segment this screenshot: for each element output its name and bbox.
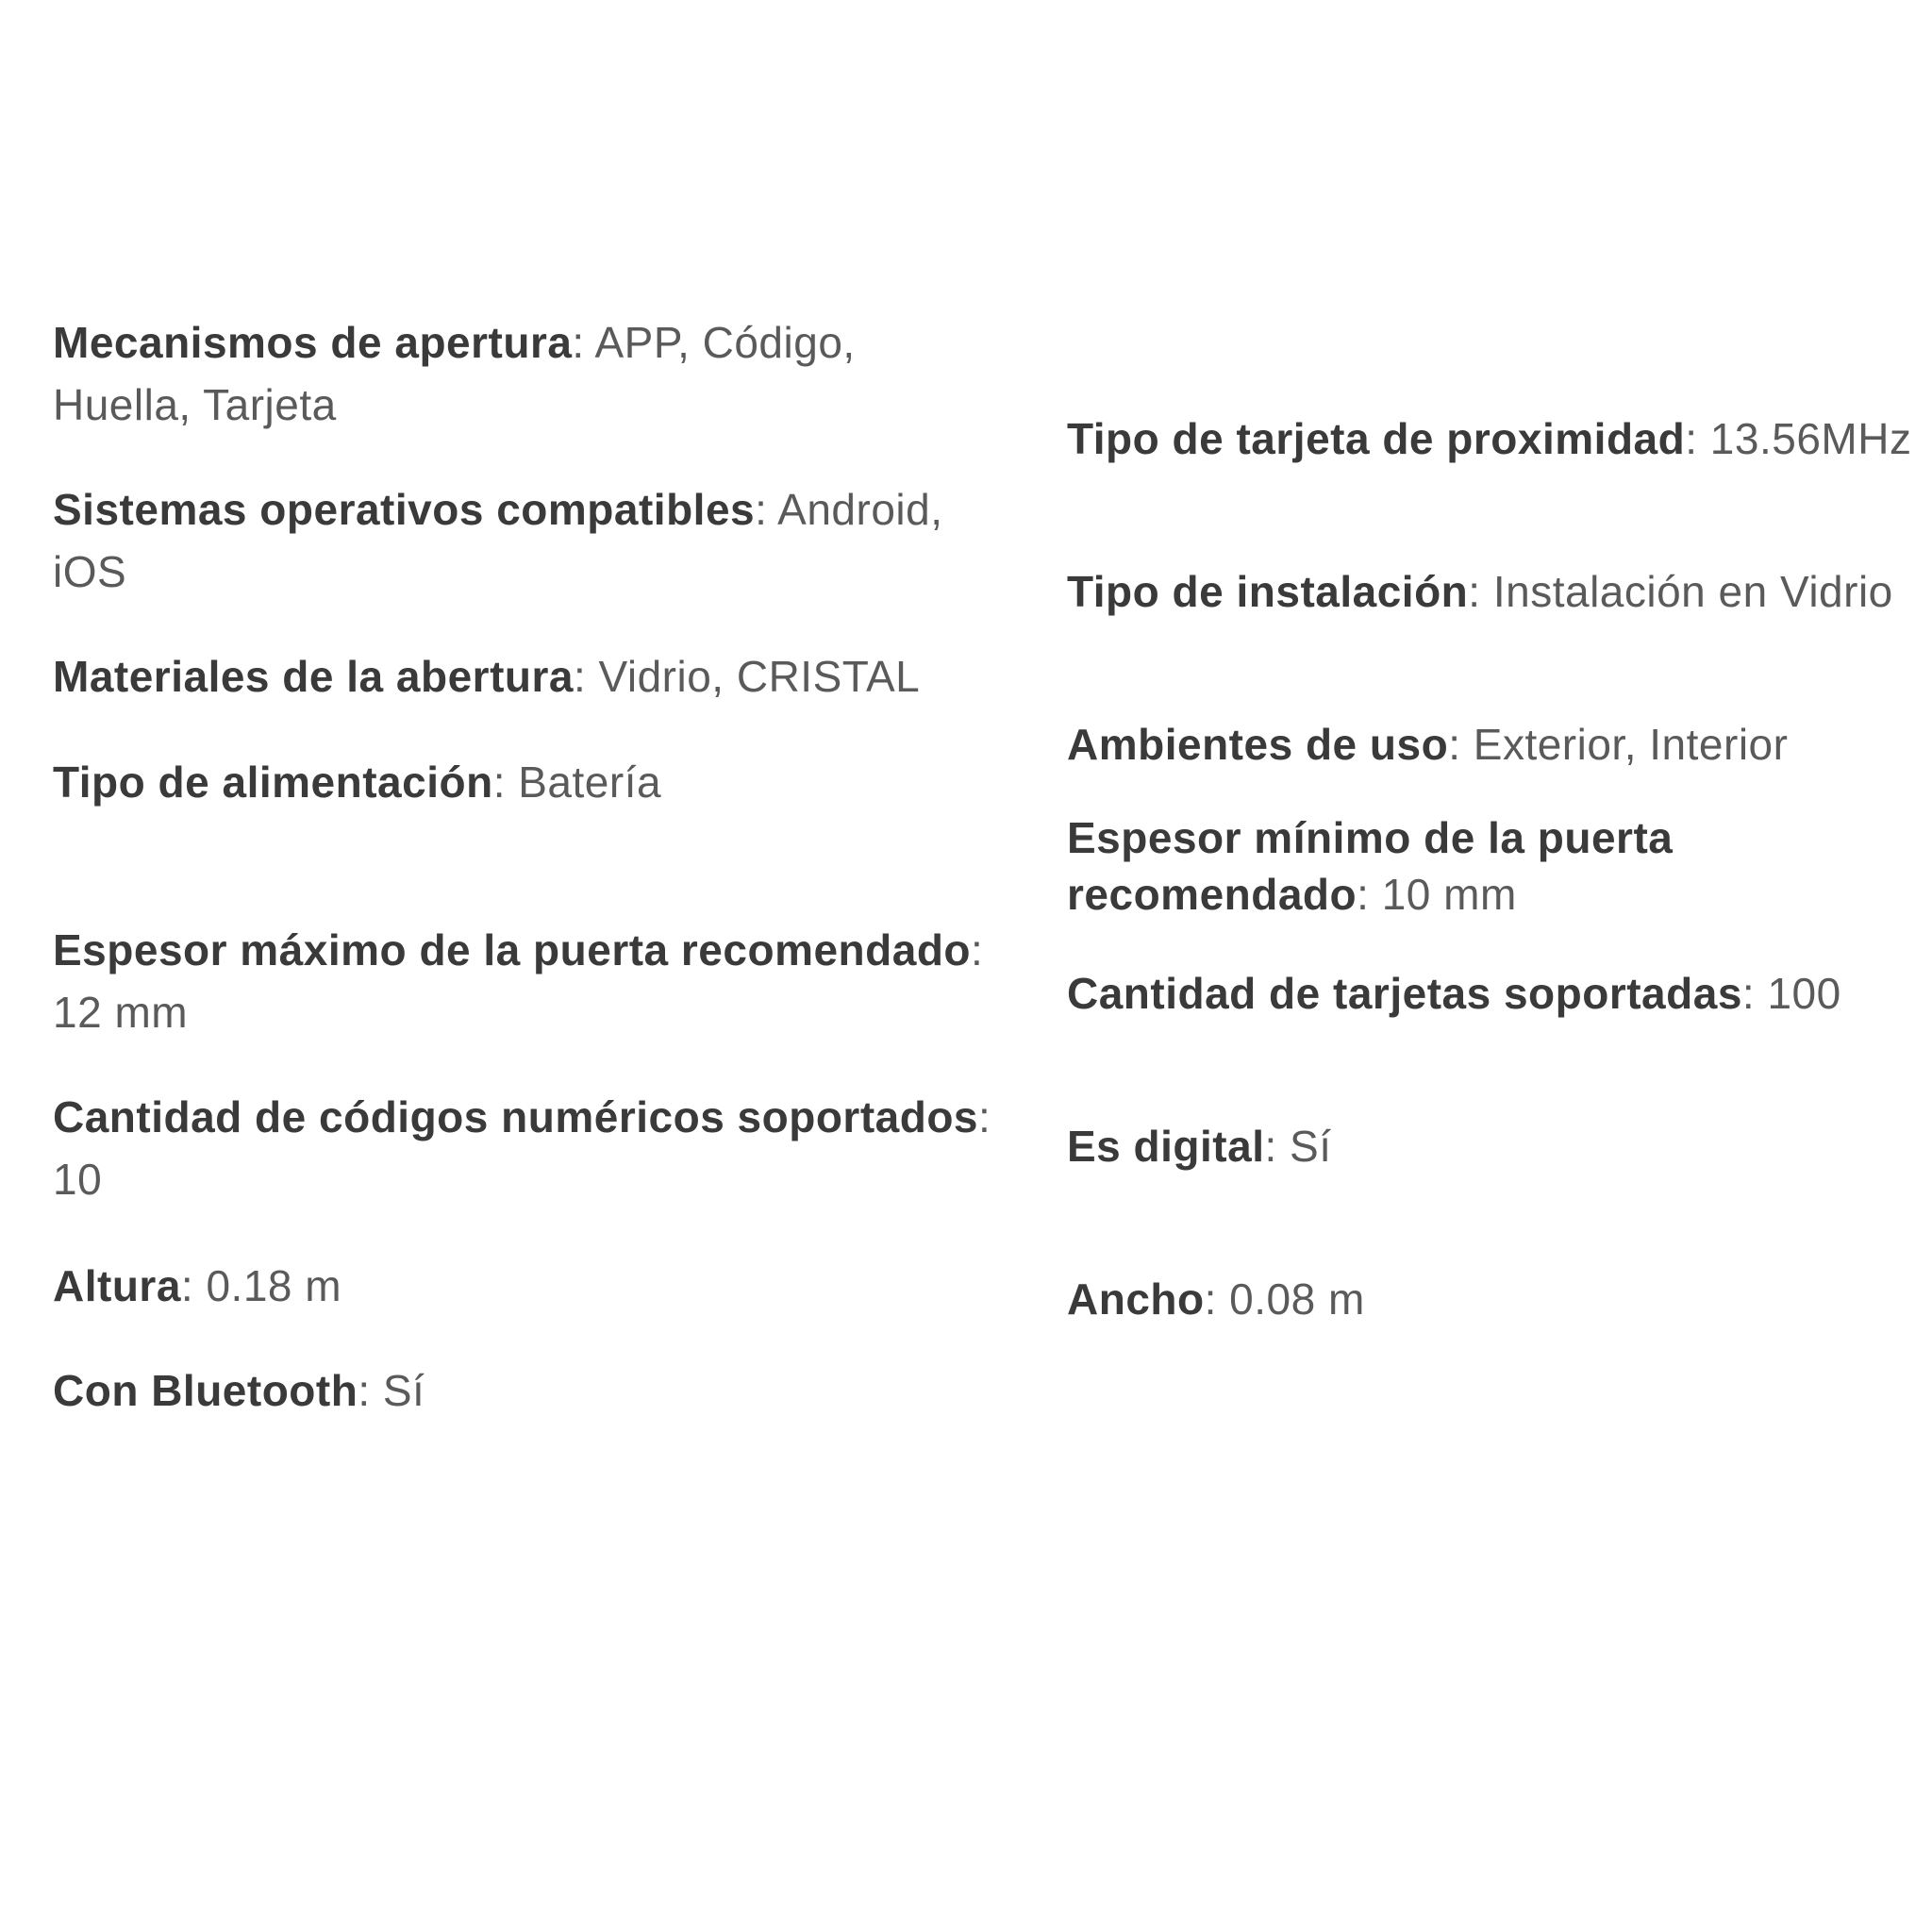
spec-label: Ancho — [1067, 1274, 1205, 1324]
spec-altura: Altura: 0.18 m — [53, 1261, 342, 1310]
spec-ambientes-uso: Ambientes de uso: Exterior, Interior — [1067, 720, 1789, 769]
spec-label: Altura — [53, 1261, 181, 1310]
spec-label: Tipo de instalación — [1067, 567, 1469, 616]
spec-sistemas-operativos: Sistemas operativos compatibles: Android, iOS — [53, 485, 943, 596]
spec-value: 10 mm — [1381, 870, 1517, 919]
spec-label: Tipo de tarjeta de proximidad — [1067, 414, 1686, 463]
spec-label: Es digital — [1067, 1122, 1265, 1171]
spec-label: Materiales de la abertura — [53, 652, 574, 701]
spec-label: Cantidad de códigos numéricos soportados — [53, 1092, 979, 1141]
spec-espesor-maximo: Espesor máximo de la puerta recomendado: 12 mm — [53, 925, 984, 1037]
spec-ancho: Ancho: 0.08 m — [1067, 1274, 1365, 1324]
spec-label: Espesor mínimo de la puerta recomendado — [1067, 813, 1674, 919]
spec-value: Vidrio, CRISTAL — [598, 652, 921, 701]
spec-con-bluetooth: Con Bluetooth: Sí — [53, 1366, 425, 1415]
spec-value: 12 mm — [53, 988, 189, 1037]
spec-es-digital: Es digital: Sí — [1067, 1122, 1332, 1171]
spec-label: Cantidad de tarjetas soportadas — [1067, 969, 1742, 1018]
spec-label: Mecanismos de apertura — [53, 318, 573, 367]
spec-value: Exterior, Interior — [1473, 720, 1789, 769]
spec-value: 13.56MHz — [1709, 414, 1912, 463]
spec-value: Sí — [382, 1366, 425, 1415]
spec-label: Ambientes de uso — [1067, 720, 1449, 769]
spec-materiales-abertura: Materiales de la abertura: Vidrio, CRISTAL — [53, 652, 921, 701]
spec-value: 0.18 m — [206, 1261, 342, 1310]
spec-label: Tipo de alimentación — [53, 758, 493, 807]
spec-value: Instalación en Vidrio — [1492, 567, 1893, 616]
spec-espesor-minimo: Espesor mínimo de la puerta recomendado: 10 mm — [1067, 813, 1674, 919]
spec-tipo-instalacion: Tipo de instalación: Instalación en Vidrio — [1067, 567, 1893, 616]
spec-tipo-tarjeta-proximidad: Tipo de tarjeta de proximidad: 13.56MHz — [1067, 414, 1912, 463]
spec-value: Batería — [518, 758, 662, 807]
spec-value: Sí — [1290, 1122, 1332, 1171]
spec-value: 100 — [1767, 969, 1841, 1018]
spec-label: Sistemas operativos compatibles — [53, 485, 756, 534]
spec-value: 10 — [53, 1155, 103, 1204]
spec-tipo-alimentacion: Tipo de alimentación: Batería — [53, 758, 662, 807]
spec-value: 0.08 m — [1229, 1274, 1365, 1324]
spec-value: Android, iOS — [53, 485, 943, 596]
spec-label: Espesor máximo de la puerta recomendado — [53, 925, 972, 974]
spec-label: Con Bluetooth — [53, 1366, 358, 1415]
spec-value: APP, Código, Huella, Tarjeta — [53, 318, 856, 429]
spec-mecanismos-apertura: Mecanismos de apertura: APP, Código, Huella, Tarjeta — [53, 318, 856, 429]
spec-cantidad-tarjetas: Cantidad de tarjetas soportadas: 100 — [1067, 969, 1841, 1018]
spec-cantidad-codigos: Cantidad de códigos numéricos soportados: 10 — [53, 1092, 991, 1204]
